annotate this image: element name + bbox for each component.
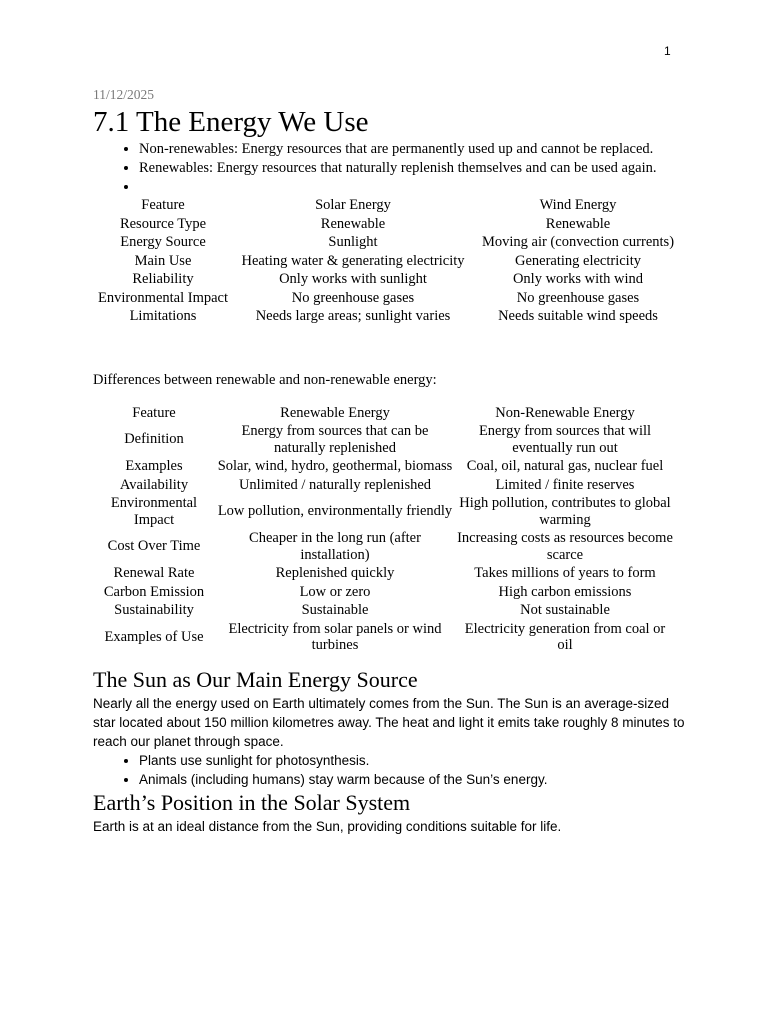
table-cell: Renewable	[545, 215, 611, 232]
table-cell: Only works with sunlight	[279, 271, 427, 287]
table-cell: Solar, wind, hydro, geothermal, biomass	[217, 458, 453, 474]
table-cell: Sustainability	[114, 602, 194, 618]
table-cell: Not sustainable	[520, 602, 610, 618]
table-cell: Renewable	[320, 215, 386, 232]
table-cell: Cost Over Time	[107, 538, 201, 555]
table-cell: Examples	[125, 458, 183, 474]
table-cell: Energy from sources that can be naturally replenished	[241, 423, 429, 456]
solar-wind-table	[93, 197, 683, 327]
header-cell: Solar Energy	[315, 197, 391, 213]
header-cell: Wind Energy	[539, 197, 617, 213]
table-cell: Main Use	[134, 252, 192, 269]
table-row	[93, 308, 683, 327]
table-cell: Heating water & generating electricity	[241, 252, 465, 269]
table-row	[93, 495, 675, 530]
table-cell: Carbon Emission	[103, 583, 205, 600]
header-cell: Feature	[141, 197, 185, 213]
earth-section-heading: Earth’s Position in the Solar System	[93, 789, 411, 815]
table-cell: Replenished quickly	[275, 565, 395, 581]
sun-section-heading: The Sun as Our Main Energy Source	[93, 666, 418, 692]
table-cell: Examples of Use	[104, 628, 204, 645]
list-item: • Renewables: Energy resources that naturally replenish themselves and can be used again.	[139, 159, 693, 178]
page-title: 7.1 The Energy We Use	[93, 106, 369, 138]
table-cell: Generating electricity	[514, 252, 641, 269]
table-row	[93, 602, 675, 621]
table-header-row	[93, 197, 683, 216]
table-cell: Takes millions of years to form	[474, 565, 656, 581]
table-cell: Needs suitable wind speeds	[498, 308, 658, 324]
table-cell: Moving air (convection currents)	[481, 234, 675, 250]
page-number: 1	[664, 44, 671, 58]
table-cell: Definition	[124, 431, 184, 448]
table-row	[93, 253, 683, 272]
table-row	[93, 216, 683, 235]
table-cell: Reliability	[132, 271, 194, 287]
table-cell: Only works with wind	[512, 271, 644, 287]
sun-section-paragraph: Nearly all the energy used on Earth ultimately comes from the Sun. The Sun is an average-sized star located about 150 million kilometres away. The heat and light it emits take roughly 8 minutes to reach our planet through space.	[93, 695, 685, 749]
table-cell: Limitations	[129, 308, 197, 324]
list-item: • Animals (including humans) stay warm because of the Sun’s energy.	[139, 770, 693, 789]
table-cell: Coal, oil, natural gas, nuclear fuel	[466, 458, 664, 474]
document-body	[93, 86, 693, 836]
table-row	[93, 290, 683, 309]
table-cell: Limited / finite reserves	[495, 476, 635, 493]
list-item: • Non-renewables: Energy resources that are permanently used up and cannot be replaced.	[139, 140, 693, 159]
definitions-list	[93, 140, 693, 197]
table-cell: Sustainable	[301, 602, 369, 618]
table-cell: No greenhouse gases	[291, 289, 415, 306]
table-cell: Increasing costs as resources become scarce	[457, 530, 673, 563]
table-cell: No greenhouse gases	[516, 289, 640, 306]
earth-section-paragraph: Earth is at an ideal distance from the Sun, providing conditions suitable for life.	[93, 818, 562, 834]
sun-section-list	[93, 751, 693, 789]
note-date: 11/12/2025	[93, 87, 155, 102]
table-cell: Cheaper in the long run (after installation)	[249, 530, 421, 563]
table-cell: Energy Source	[120, 234, 206, 250]
table-cell: Resource Type	[119, 215, 207, 232]
differences-intro: Differences between renewable and non-renewable energy:	[93, 371, 437, 388]
table-row	[93, 477, 675, 496]
table-cell: Unlimited / naturally replenished	[238, 476, 432, 493]
table-cell: Electricity generation from coal or oil	[464, 620, 666, 653]
table-cell: Electricity from solar panels or wind turbines	[228, 620, 442, 653]
table-cell: Needs large areas; sunlight varies	[255, 308, 451, 324]
renewable-vs-nonrenewable-table	[93, 405, 675, 656]
table-row	[93, 530, 675, 565]
table-row	[93, 458, 675, 477]
table-row	[93, 234, 683, 253]
table-cell: Environmental Impact	[110, 495, 198, 528]
table-row	[93, 271, 683, 290]
table-row	[93, 565, 675, 584]
table-row	[93, 423, 675, 458]
table-header-row	[93, 405, 675, 424]
table-cell: Availability	[119, 476, 189, 493]
table-cell: Energy from sources that will eventually run out	[478, 423, 652, 456]
table-cell: Low pollution, environmentally friendly	[217, 503, 453, 520]
table-cell: High pollution, contributes to global warming	[459, 495, 671, 528]
table-cell: Environmental Impact	[97, 289, 229, 306]
header-cell: Renewable Energy	[280, 404, 390, 421]
table-row	[93, 621, 675, 656]
table-cell: Renewal Rate	[113, 565, 195, 581]
empty-list-item	[139, 178, 693, 197]
header-cell: Non-Renewable Energy	[495, 404, 635, 421]
table-cell: Sunlight	[328, 234, 378, 250]
table-row	[93, 584, 675, 603]
table-cell: High carbon emissions	[498, 583, 632, 600]
list-item: • Plants use sunlight for photosynthesis.	[139, 751, 693, 770]
table-cell: Low or zero	[299, 583, 371, 600]
header-cell: Feature	[132, 404, 176, 421]
